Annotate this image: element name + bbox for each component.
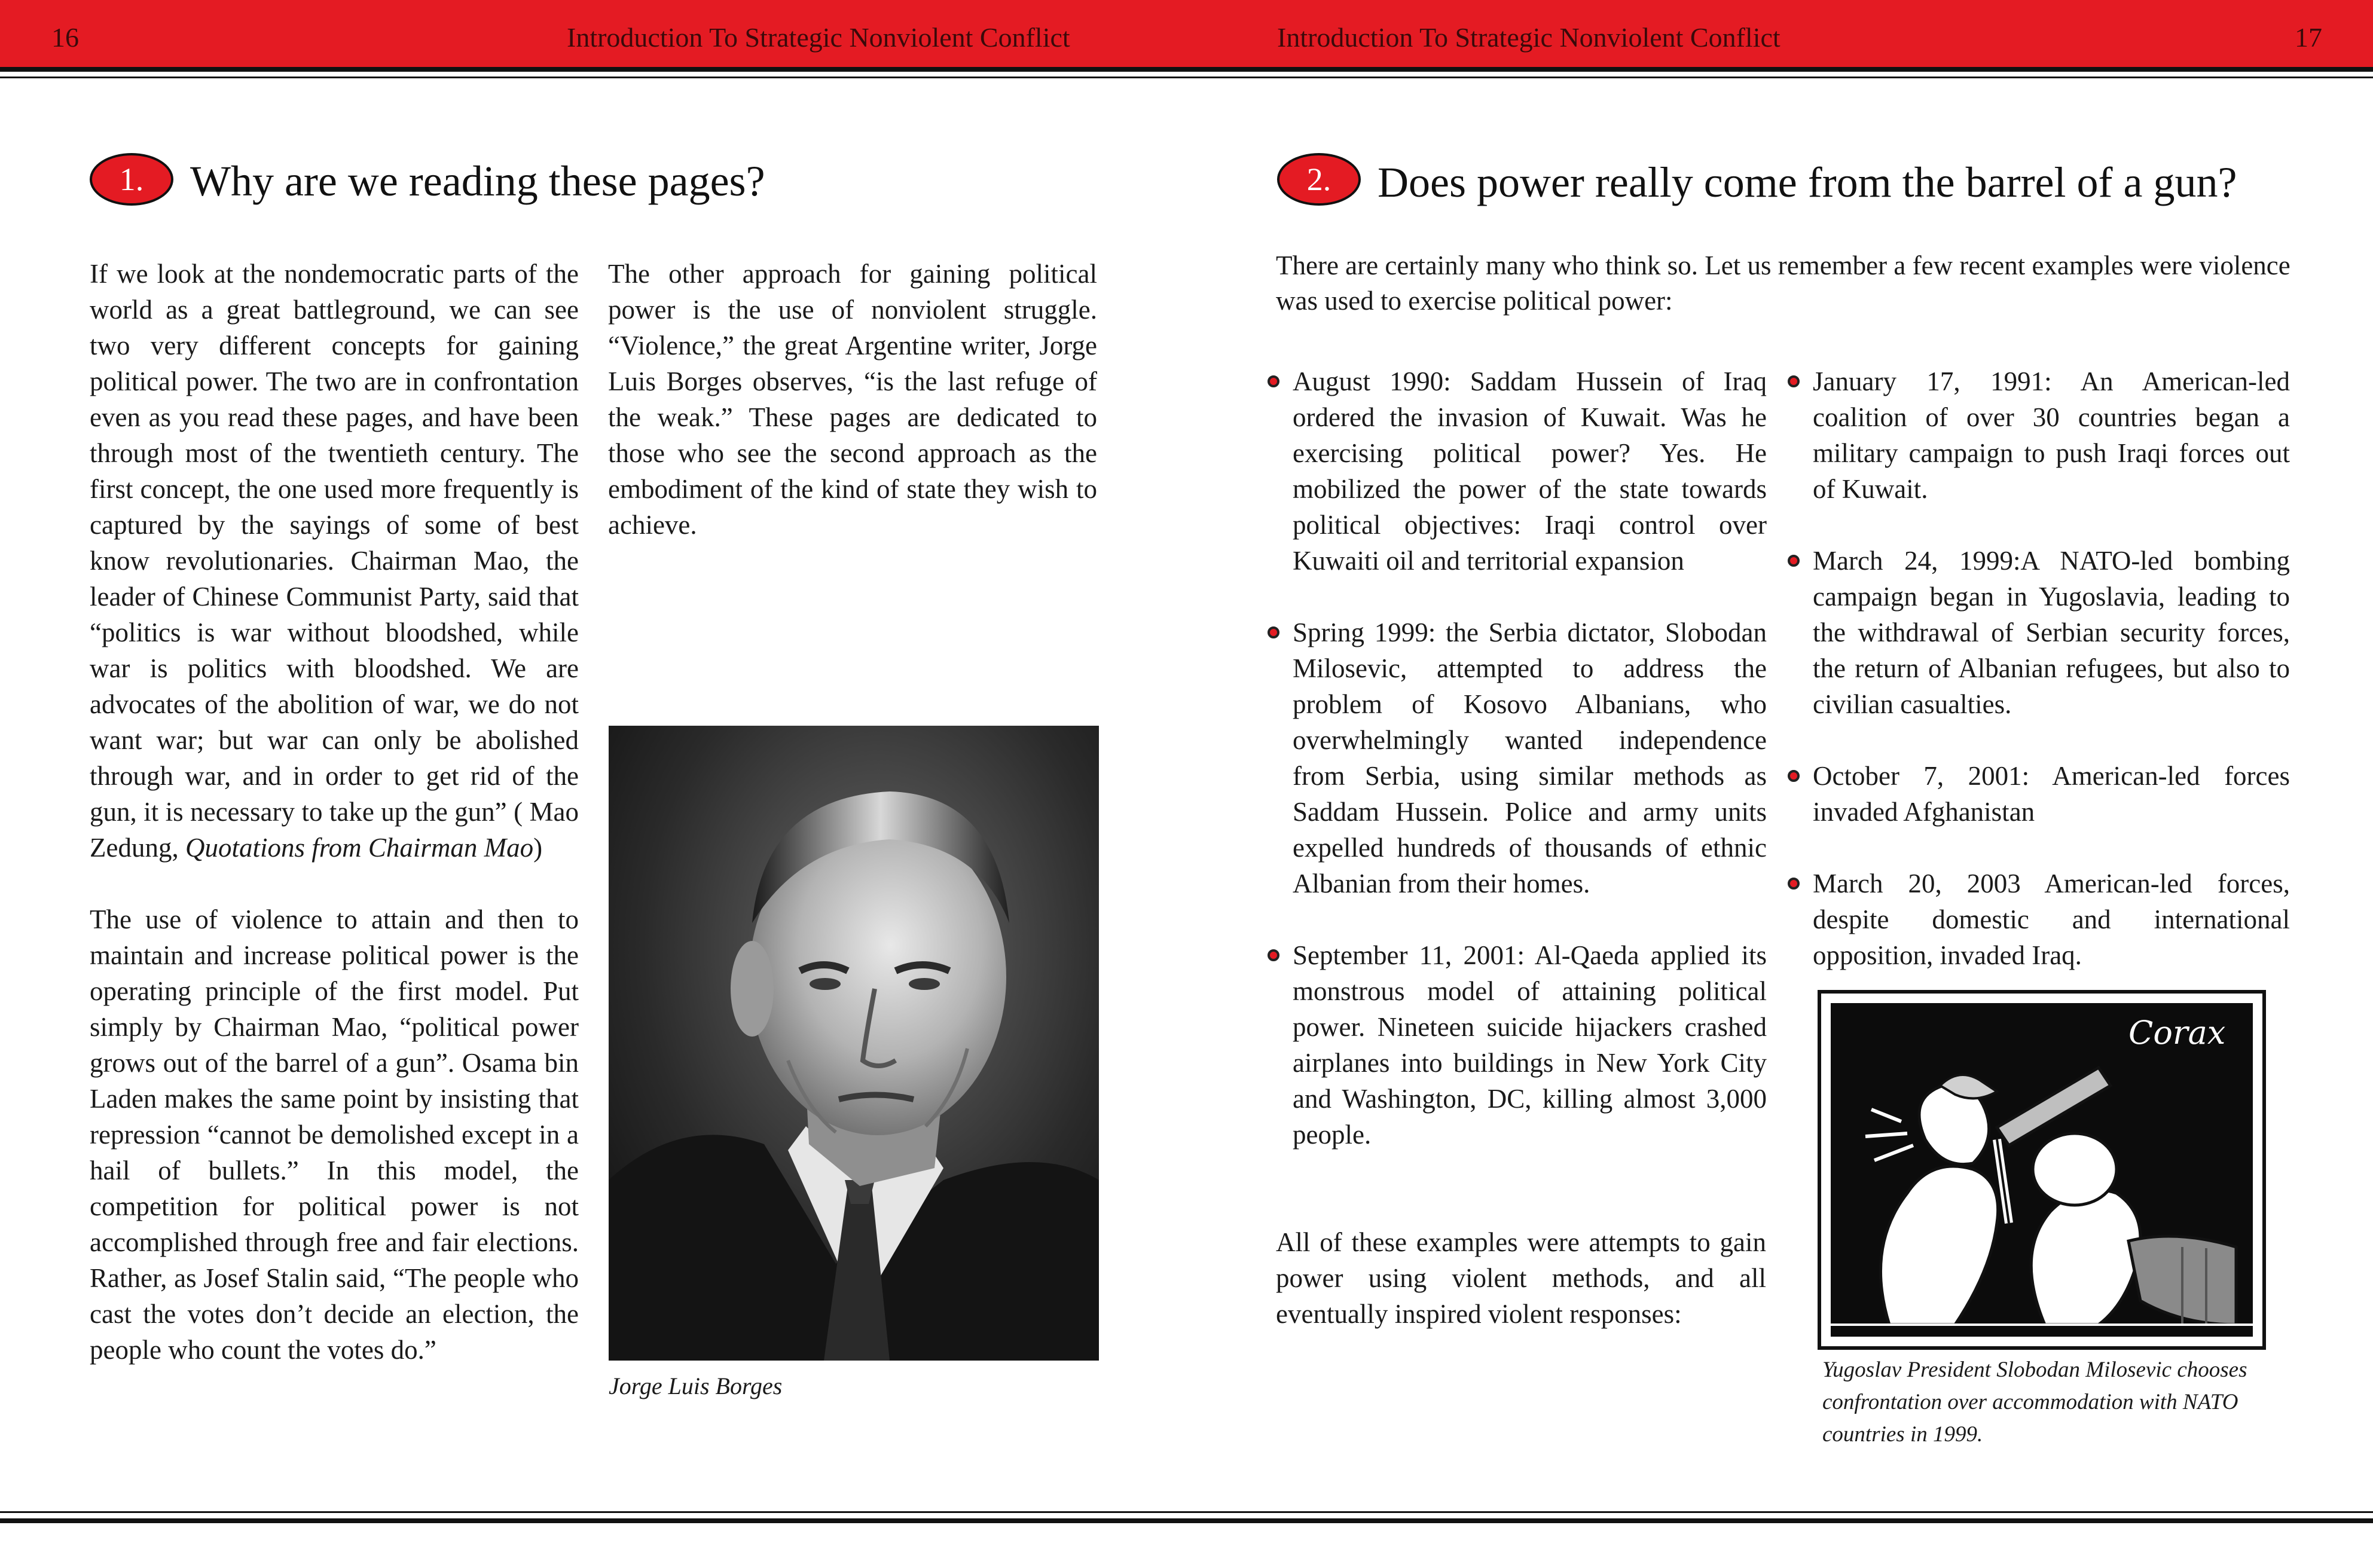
- paragraph: The other approach for gaining political power is the use of nonviolent struggle. “Violence,” the great Argentine writer, Jorge Luis Borges observes, “is the last refuge of the weak.” These pages are dedicated to those who see the second approach as the embodiment of the kind of state they wish to achieve.: [608, 259, 1097, 540]
- list-item: [1268, 363, 1767, 579]
- paragraph: [90, 256, 579, 866]
- bullet-dot: [1268, 949, 1279, 961]
- citation: Quotations from Chairman Mao: [185, 833, 534, 863]
- list-item-text: September 11, 2001: Al-Qaeda applied its monstrous model of attaining political power. Nineteen suicide hijackers crashed airplanes into buildings in New York City and Washington, DC, killing almost 3,000 people.: [1293, 940, 1767, 1150]
- list-item: [1268, 937, 1767, 1153]
- bullet-dot: [1788, 770, 1800, 782]
- header-rule-thin: [0, 77, 2373, 78]
- section-title: Does power really come from the barrel of a gun?: [1378, 158, 2237, 206]
- list-item: [1788, 363, 2290, 507]
- paragraph-text: If we look at the nondemocratic parts of the world as a great battleground, we can see two very different concepts for gaining political power. The two are in confrontation even as you read these pages, and have been through most of the twentieth century. The first concept, the one used more frequently is captured by the sayings of some of best know revolutionaries. Chairman Mao, the leader of Chinese Communist Party, said that “politics is war without bloodshed, while war is politics with bloodshed. We are advocates of the abolition of war, we do not want war; but war can only be abolished through war, and in order to get rid of the gun, it is necessary to take up the gun” ( Mao Zedung,: [90, 259, 579, 863]
- list-item-text: March 24, 1999:A NATO-led bombing campaign began in Yugoslavia, leading to the withdrawal of Serbian security forces, the return of Albanian refugees, but also to civilian casualties.: [1813, 546, 2290, 719]
- bullet-dot: [1788, 878, 1800, 890]
- closing-paragraph: [1276, 1224, 1766, 1332]
- paragraph-end: ): [533, 833, 543, 863]
- cartoon-caption: Yugoslav President Slobodan Milosevic chooses confrontation over accommodation with NATO countries in 1999.: [1822, 1358, 2247, 1447]
- section-intro: There are certainly many who think so. Let us remember a few recent examples were violence was used to exercise political power:: [1276, 250, 2290, 316]
- list-item: [1788, 866, 2290, 973]
- text-column-2: [608, 256, 1097, 543]
- list-item-text: August 1990: Saddam Hussein of Iraq ordered the invasion of Kuwait. Was he exercising political power? Yes. He mobilized the power of the state towards political objectives: Iraqi control over Kuwaiti oil and territorial expansion: [1293, 366, 1767, 576]
- list-item: [1788, 543, 2290, 722]
- bullet-dot: [1788, 555, 1800, 567]
- header-rule-thick: [0, 67, 2373, 72]
- bullet-list-right: [1788, 363, 2290, 1009]
- borges-portrait-photo: [609, 726, 1099, 1361]
- bullet-list-left: [1268, 363, 1767, 1188]
- bullet-dot: [1268, 375, 1279, 387]
- list-item-text: March 20, 2003 American-led forces, despite domestic and international opposition, invaded Iraq.: [1813, 869, 2290, 970]
- list-item-text: January 17, 1991: An American-led coalition of over 30 countries began a military campaign to push Iraqi forces out of Kuwait.: [1813, 366, 2290, 504]
- list-item: [1268, 615, 1767, 901]
- left-page-number: 16: [51, 22, 79, 53]
- right-running-title: Introduction To Strategic Nonviolent Conflict: [1277, 22, 1780, 53]
- bullet-dot: [1268, 626, 1279, 638]
- section-number-badge: 1.: [90, 153, 173, 206]
- list-item: [1788, 758, 2290, 830]
- bullet-dot: [1788, 375, 1800, 387]
- photo-caption: Jorge Luis Borges: [609, 1373, 783, 1399]
- right-page-number: 17: [2295, 22, 2322, 53]
- left-running-title: Introduction To Strategic Nonviolent Conflict: [567, 22, 1070, 53]
- footer-rule-thick: [0, 1518, 2373, 1523]
- section-title: Why are we reading these pages?: [190, 157, 765, 205]
- header-band: [0, 0, 2373, 67]
- paragraph: The use of violence to attain and then to maintain and increase political power is the operating principle of the first model. Put simply by Chairman Mao, “political power grows out of the barrel of a gun”. Osama bin Laden makes the same point by insisting that repression “cannot be demolished except in a hail of bullets.” In this model, the competition for political power is not accomplished through free and fair elections. Rather, as Josef Stalin said, “The people who cast the votes don’t decide an election, the people who count the votes do.”: [90, 904, 579, 1365]
- list-item-text: Spring 1999: the Serbia dictator, Slobodan Milosevic, attempted to address the problem of Kosovo Albanians, who overwhelmingly wanted independence from Serbia, using similar methods as Saddam Hussein. Police and army units expelled hundreds of thousands of ethnic Albanian from their homes.: [1293, 618, 1767, 898]
- list-item-text: October 7, 2001: American-led forces invaded Afghanistan: [1813, 761, 2290, 827]
- paragraph: All of these examples were attempts to gain power using violent methods, and all eventually inspired violent responses:: [1276, 1227, 1766, 1329]
- milosevic-cartoon: [1818, 990, 2266, 1350]
- cartoon-signature: Corax: [2128, 1014, 2226, 1052]
- footer-rule-thin: [0, 1511, 2373, 1513]
- section-number-badge: 2.: [1277, 153, 1361, 206]
- text-column-1: [90, 256, 579, 1368]
